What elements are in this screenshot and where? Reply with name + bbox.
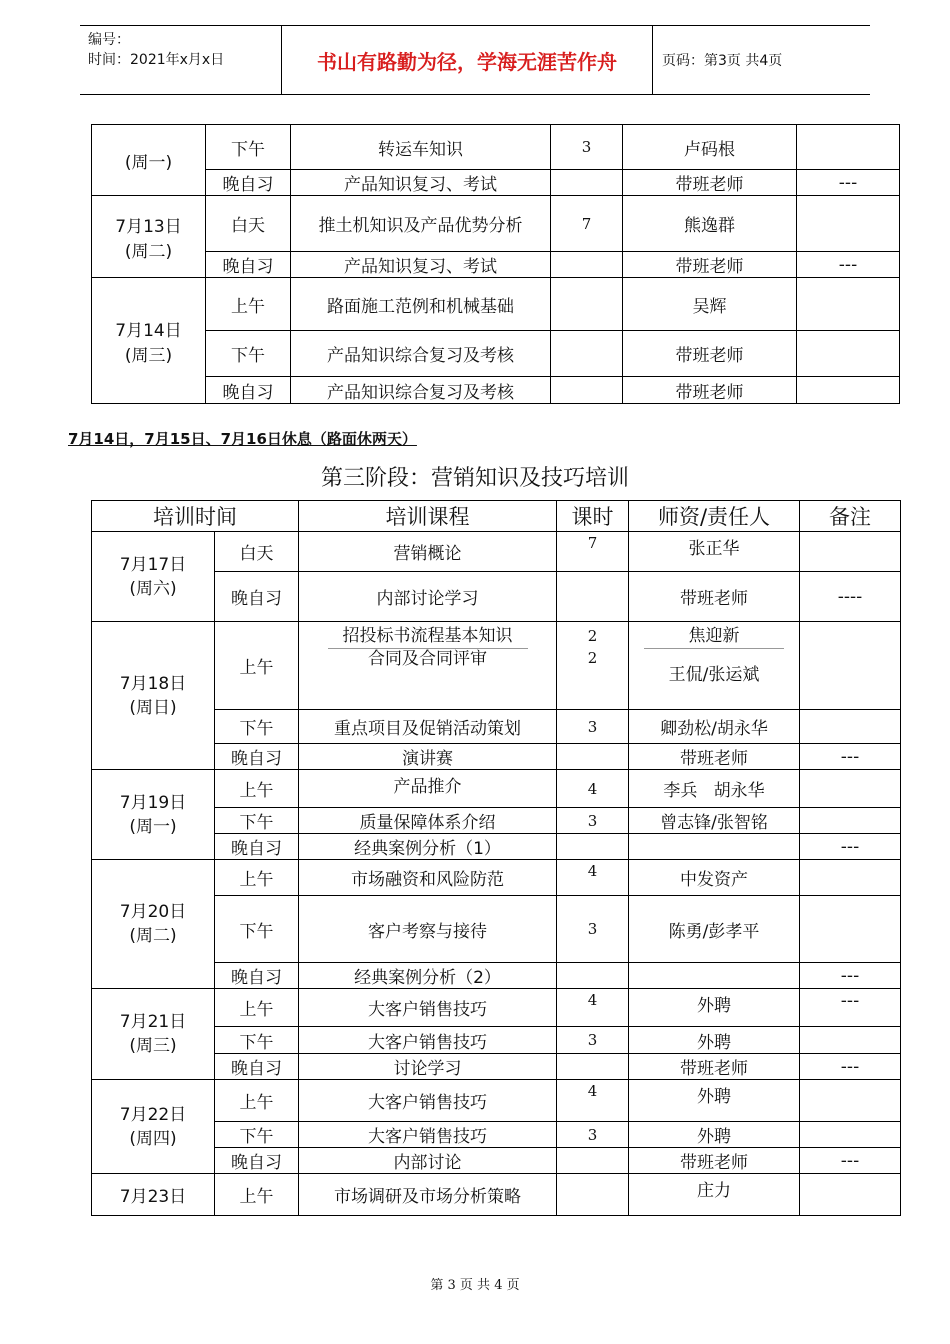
page-footer: 第 3 页 共 4 页 [430,1278,520,1293]
hours-cell: 4 [557,989,629,1027]
teacher-cell: 中发资产 [629,860,800,896]
table-row [92,252,900,278]
period-cell: 上午 [215,770,299,808]
hours-cell: 3 [557,1027,629,1054]
course-cell: 质量保障体系介绍 [299,808,557,834]
date-cell: 7月23日 [92,1174,215,1216]
period-cell: 晚自习 [206,377,291,404]
date-cell [92,770,215,860]
course-cell: 产品知识综合复习及考核 [291,331,551,377]
course-cell: 产品知识复习、考试 [291,252,551,278]
note-cell: --- [800,834,901,860]
period-cell: 晚自习 [215,572,299,622]
course-cell: 产品知识复习、考试 [291,170,551,196]
hours-cell [557,963,629,989]
note-cell: --- [797,252,900,278]
period-cell: 上午 [206,278,291,331]
period-cell: 下午 [206,331,291,377]
course-cell: 内部讨论学习 [299,572,557,622]
date-cell: (周一) [92,125,206,196]
teacher-cell: 庄力 [629,1174,800,1216]
header-divider [652,26,653,94]
note-cell: --- [800,989,901,1027]
course-cell [299,622,557,710]
divider [644,648,784,649]
course-cell: 内部讨论 [299,1148,557,1174]
hours-cell [551,170,623,196]
period-cell: 白天 [215,532,299,572]
date-cell: 7月13日 (周二) [92,196,206,278]
stage-title: 第三阶段：营销知识及技巧培训 [320,466,629,491]
course-cell: 经典案例分析（2） [299,963,557,989]
note-cell [800,710,901,744]
teacher-line: 焦迎新 [688,626,740,646]
hours-cell [551,252,623,278]
table-row [92,278,900,331]
teacher-cell: 李兵 胡永华 [629,770,800,808]
teacher-cell: 带班老师 [629,572,800,622]
period-cell: 晚自习 [215,744,299,770]
date-text: 7月18日 [119,673,187,694]
course-cell: 市场融资和风险防范 [299,860,557,896]
date-text: 7月22日 [119,1104,187,1125]
hours-cell [557,834,629,860]
weekday-text: (周日) [129,697,177,718]
course-cell: 转运车知识 [291,125,551,170]
teacher-cell: 外聘 [629,989,800,1027]
teacher-cell: 带班老师 [623,170,797,196]
period-cell: 下午 [215,808,299,834]
note-cell: --- [797,170,900,196]
period-cell: 白天 [206,196,291,252]
weekday-text: (周六) [129,578,177,599]
date-text: 7月21日 [119,1012,187,1032]
period-cell: 上午 [215,1080,299,1122]
hours-cell: 3 [551,125,623,170]
teacher-cell: 陈勇/彭孝平 [629,896,800,963]
note-cell [800,532,901,572]
note-cell [797,125,900,170]
period-cell: 晚自习 [215,1148,299,1174]
period-cell: 下午 [215,1027,299,1054]
hours-cell [557,744,629,770]
header-motto: 书山有路勤为径，学海无涯苦作舟 [317,49,617,74]
hours-cell [551,331,623,377]
date-cell [92,989,215,1080]
hours-cell: 4 [557,770,629,808]
table-row [92,331,900,377]
table-row [92,622,901,710]
period-cell: 晚自习 [215,1054,299,1080]
hours-cell: 7 [557,532,629,572]
course-line: 合同及合同评审 [368,649,487,669]
table-row [92,170,900,196]
note-cell [800,860,901,896]
course-line: 招投标书流程基本知识 [342,626,513,646]
page-header [80,25,870,95]
course-cell: 客户考察与接待 [299,896,557,963]
teacher-cell [629,834,800,860]
teacher-cell: 张正华 [629,532,800,572]
note-cell [800,622,901,710]
header-teacher: 师资/责任人 [629,501,800,532]
weekday-text: (周一) [129,816,177,837]
teacher-cell: 熊逸群 [623,196,797,252]
note-cell [800,770,901,808]
table-header-row [92,501,901,532]
note-cell: ---- [800,572,901,622]
course-cell: 大客户销售技巧 [299,989,557,1027]
stage3-schedule-table [91,500,901,1216]
note-cell [797,377,900,404]
period-cell: 晚自习 [215,963,299,989]
hours-cell [557,1174,629,1216]
period-cell: 晚自习 [215,834,299,860]
hours-cell: 3 [557,896,629,963]
teacher-cell: 吴辉 [623,278,797,331]
header-left [88,30,224,70]
date-cell [92,1080,215,1174]
course-cell: 大客户销售技巧 [299,1080,557,1122]
header-course: 培训课程 [299,501,557,532]
hours-line: 2 [587,649,598,667]
period-cell: 上午 [215,989,299,1027]
hours-cell [557,1054,629,1080]
teacher-cell: 带班老师 [623,252,797,278]
table-row [92,989,901,1027]
course-cell: 营销概论 [299,532,557,572]
table-row [92,1080,901,1122]
period-cell: 上午 [215,860,299,896]
note-cell [800,808,901,834]
date-cell: 7月14日 (周三) [92,278,206,404]
note-cell [797,196,900,252]
hours-cell [557,622,629,710]
period-cell: 上午 [215,1174,299,1216]
period-cell: 下午 [215,710,299,744]
table-row [92,377,900,404]
header-note: 备注 [800,501,901,532]
teacher-cell [629,963,800,989]
hours-cell: 4 [557,1080,629,1122]
teacher-cell: 带班老师 [623,377,797,404]
hours-cell: 4 [557,860,629,896]
table-row [92,860,901,896]
course-cell: 经典案例分析（1） [299,834,557,860]
note-cell [797,278,900,331]
header-page-number: 页码：第3页 共4页 [662,53,783,69]
date-cell [92,622,215,770]
teacher-cell: 卢码根 [623,125,797,170]
date-text: 7月19日 [119,792,187,813]
hours-line: 2 [587,627,598,645]
note-cell [800,896,901,963]
teacher-cell: 带班老师 [623,331,797,377]
date-text: 7月20日 [119,902,187,922]
course-cell: 重点项目及促销活动策划 [299,710,557,744]
course-cell: 演讲赛 [299,744,557,770]
hours-cell [557,1148,629,1174]
date-cell [92,532,215,622]
course-cell: 大客户销售技巧 [299,1027,557,1054]
period-cell: 晚自习 [206,252,291,278]
teacher-cell: 外聘 [629,1027,800,1054]
rest-note: 7月14日，7月15日、7月16日休息（路面休两天） [68,430,417,448]
note-cell [800,1027,901,1054]
header-hours: 课时 [557,501,629,532]
doc-code-label: 编号： [88,32,130,48]
weekday-text: (周三) [129,1036,177,1056]
teacher-cell: 带班老师 [629,1148,800,1174]
period-cell: 上午 [215,622,299,710]
course-cell: 路面施工范例和机械基础 [291,278,551,331]
note-cell [800,1174,901,1216]
teacher-cell: 卿劲松/胡永华 [629,710,800,744]
course-cell: 讨论学习 [299,1054,557,1080]
period-cell: 下午 [215,1122,299,1148]
hours-cell [557,572,629,622]
schedule-table-continued [91,124,900,404]
course-cell: 市场调研及市场分析策略 [299,1174,557,1216]
date-text: 7月17日 [119,554,187,575]
course-cell: 产品推介 [299,770,557,808]
note-cell: --- [800,1148,901,1174]
teacher-cell [629,622,800,710]
teacher-cell: 外聘 [629,1080,800,1122]
note-cell: --- [800,963,901,989]
hours-cell: 3 [557,808,629,834]
header-training-time: 培训时间 [92,501,299,532]
teacher-cell: 带班老师 [629,744,800,770]
teacher-cell: 带班老师 [629,1054,800,1080]
hours-cell: 3 [557,1122,629,1148]
teacher-cell: 曾志锋/张智铭 [629,808,800,834]
period-cell: 晚自习 [206,170,291,196]
table-row [92,1174,901,1216]
note-cell [800,1122,901,1148]
date-cell [92,860,215,989]
note-cell [800,1080,901,1122]
period-cell: 下午 [215,896,299,963]
note-cell: --- [800,744,901,770]
course-cell: 推土机知识及产品优势分析 [291,196,551,252]
course-cell: 大客户销售技巧 [299,1122,557,1148]
note-cell [797,331,900,377]
hours-cell: 7 [551,196,623,252]
weekday-text: (周四) [129,1128,177,1149]
weekday-text: (周二) [129,926,177,946]
period-cell: 下午 [206,125,291,170]
table-row [92,532,901,572]
hours-cell [551,377,623,404]
course-cell: 产品知识综合复习及考核 [291,377,551,404]
teacher-line: 王侃/张运斌 [668,665,760,685]
hours-cell: 3 [557,710,629,744]
note-cell: --- [800,1054,901,1080]
teacher-cell: 外聘 [629,1122,800,1148]
table-row [92,770,901,808]
table-row [92,196,900,252]
hours-cell [551,278,623,331]
doc-time-label: 时间：2021年x月x日 [88,52,225,68]
table-row [92,125,900,170]
